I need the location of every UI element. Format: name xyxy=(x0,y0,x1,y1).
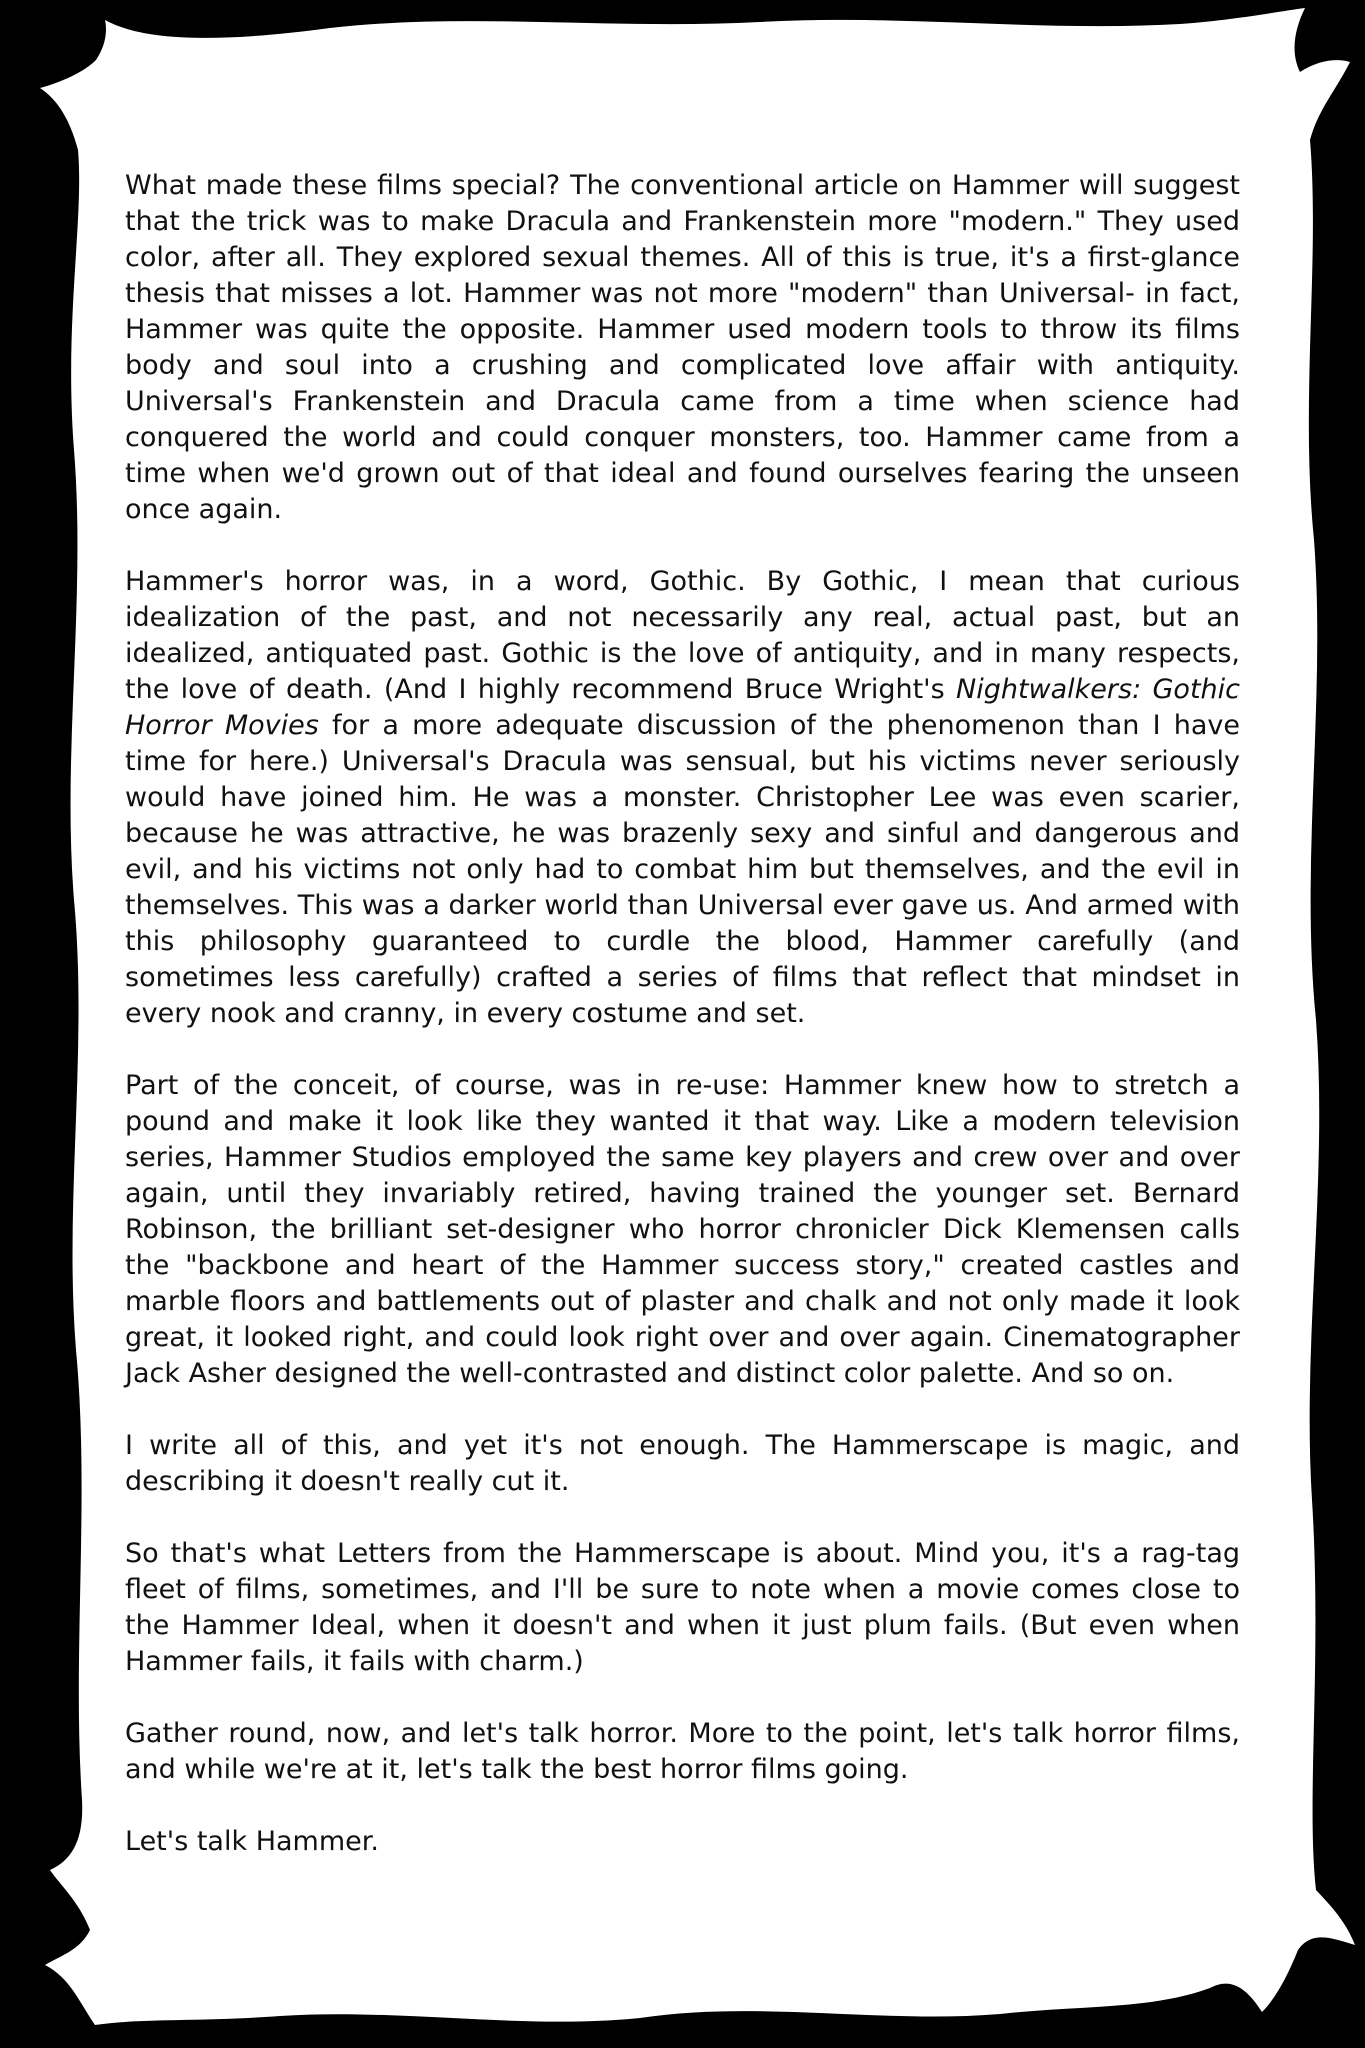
paragraph-gothic xyxy=(125,564,1240,1032)
paragraph-gothic-part-2: for a more adequate discussion of the phenomenon than I have time for here.) Universal's Dracula was sensual, but his victims never seriously would have joined him. He was a monster. Christopher Lee was even scarier, because he was attractive, he was brazenly sexy and sinful and dangerous and evil, and his victims not only had to combat him but themselves, and the evil in themselves. This was a darker world than Universal ever gave us. And armed with this philosophy guaranteed to curdle the blood, Hammer carefully (and sometimes less carefully) crafted a series of films that reflect that mindset in every nook and cranny, in every costume and set. xyxy=(125,710,1240,1029)
paragraph-gothic-part-1: Hammer's horror was, in a word, Gothic. By Gothic, I mean that curious idealization of the past, and not necessarily any real, actual past, but an idealized, antiquated past. Gothic is the love of antiquity, and in many respects, the love of death. (And I highly recommend Bruce Wright's xyxy=(125,566,1240,705)
book-title: Nightwalkers: Gothic Horror Movies xyxy=(125,674,1240,741)
paragraph-letters: So that's what Letters from the Hammerscape is about. Mind you, it's a rag-tag fleet of films, sometimes, and I'll be sure to note when a movie comes close to the Hammer Ideal, when it doesn't and when it just plum fails. (But even when Hammer fails, it fails with charm.) xyxy=(125,1538,1240,1677)
paragraph-intro: What made these films special? The conventional article on Hammer will suggest that the trick was to make Dracula and Frankenstein more "modern." They used color, after all. They explored sexual themes. All of this is true, it's a first-glance thesis that misses a lot. Hammer was not more "modern" than Universal- in fact, Hammer was quite the opposite. Hammer used modern tools to throw its films body and soul into a crushing and complicated love affair with antiquity. Universal's Frankenstein and Dracula came from a time when science had conquered the world and could conquer monsters, too. Hammer came from a time when we'd grown out of that ideal and found ourselves fearing the unseen once again. xyxy=(125,170,1240,525)
paragraph-closing: Let's talk Hammer. xyxy=(125,1826,379,1857)
paragraph-magic: I write all of this, and yet it's not enough. The Hammerscape is magic, and describing it doesn't really cut it. xyxy=(125,1430,1240,1497)
paragraph-gather: Gather round, now, and let's talk horror. More to the point, let's talk horror films, and while we're at it, let's talk the best horror films going. xyxy=(125,1718,1240,1785)
article-body xyxy=(125,168,1240,1896)
paragraph-reuse: Part of the conceit, of course, was in re-use: Hammer knew how to stretch a pound and make it look like they wanted it that way. Like a modern television series, Hammer Studios employed the same key players and crew over and over again, until they invariably retired, having trained the younger set. Bernard Robinson, the brilliant set-designer who horror chronicler Dick Klemensen calls the "backbone and heart of the Hammer success story," created castles and marble floors and battlements out of plaster and chalk and not only made it look great, it looked right, and could look right over and over again. Cinematographer Jack Asher designed the well-contrasted and distinct color palette. And so on. xyxy=(125,1070,1240,1389)
